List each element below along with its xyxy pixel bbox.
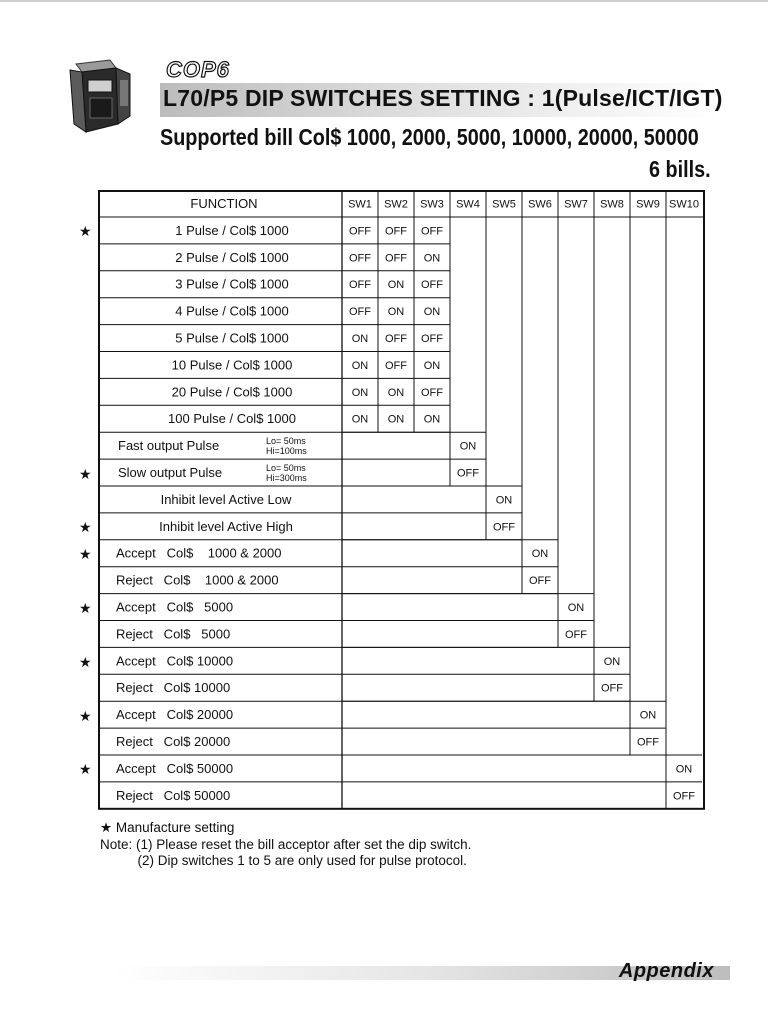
sw6-value-row-13: ON (531, 548, 549, 561)
sw-header-3: SW3 (420, 198, 444, 211)
sw1-value-row-6: ON (351, 359, 369, 372)
sw3-value-row-3: OFF (421, 279, 443, 292)
timing-lo-9: Lo= 50ms (266, 436, 306, 447)
bill-acceptor-device-icon (66, 58, 164, 136)
sw3-value-row-1: OFF (421, 225, 443, 238)
sw7-value-row-15: ON (567, 601, 585, 614)
sw-header-1: SW1 (348, 198, 372, 211)
sw2-value-row-5: OFF (385, 332, 407, 345)
sw9-value-row-19: ON (639, 709, 657, 722)
sw1-value-row-7: ON (351, 386, 369, 399)
note-line-1: Note: (1) Please reset the bill acceptor after set the dip switch. (100, 836, 472, 852)
function-label-12: Inhibit level Active High (159, 518, 293, 534)
sw2-value-row-3: ON (387, 279, 405, 292)
supported-bills-line: Supported bill Col$ 1000, 2000, 5000, 10000, 20000, 50000 (160, 124, 699, 150)
sw5-value-row-12: OFF (493, 521, 515, 534)
sw-header-2: SW2 (384, 198, 408, 211)
function-label-14: Reject Col$ 1000 & 2000 (116, 572, 279, 588)
function-label-16: Reject Col$ 5000 (116, 626, 231, 642)
manufacture-setting-star-icon: ★ (79, 653, 92, 670)
page-title: L70/P5 DIP SWITCHES SETTING : 1(Pulse/ICT/IGT) (163, 85, 723, 111)
function-label-15: Accept Col$ 5000 (116, 599, 234, 615)
appendix-label: Appendix (618, 960, 714, 982)
sw2-value-row-4: ON (387, 306, 405, 319)
function-header: FUNCTION (190, 195, 258, 211)
function-label-2: 2 Pulse / Col$ 1000 (175, 249, 289, 265)
function-label-9: Fast output Pulse (118, 438, 220, 454)
manufacture-setting-star-icon: ★ (79, 600, 92, 617)
sw1-value-row-1: OFF (349, 225, 371, 238)
sw3-value-row-8: ON (423, 413, 441, 426)
sw3-value-row-5: OFF (421, 332, 443, 345)
sw-header-6: SW6 (528, 198, 552, 211)
sw10-value-row-22: OFF (673, 790, 695, 803)
timing-lo-10: Lo= 50ms (266, 462, 306, 473)
timing-hi-10: Hi=300ms (266, 472, 307, 483)
sw-header-5: SW5 (492, 198, 516, 211)
sw-header-9: SW9 (636, 198, 660, 211)
sw4-value-row-9: ON (459, 440, 477, 453)
function-label-10: Slow output Pulse (118, 464, 223, 480)
sw1-value-row-3: OFF (349, 279, 371, 292)
sw5-value-row-11: ON (495, 494, 513, 507)
dip-switch-table (98, 190, 706, 812)
sw2-value-row-7: ON (387, 386, 405, 399)
function-label-18: Reject Col$ 10000 (116, 680, 231, 696)
function-label-3: 3 Pulse / Col$ 1000 (175, 276, 289, 292)
manufacture-setting-star-icon: ★ (79, 223, 92, 240)
function-label-22: Reject Col$ 50000 (116, 787, 231, 803)
function-label-5: 5 Pulse / Col$ 1000 (175, 330, 289, 346)
function-label-11: Inhibit level Active Low (160, 491, 292, 507)
sw3-value-row-2: ON (423, 252, 441, 265)
sw3-value-row-7: OFF (421, 386, 443, 399)
notes-section (100, 820, 471, 870)
manufacture-setting-star-icon: ★ (79, 546, 92, 563)
sw2-value-row-6: OFF (385, 359, 407, 372)
function-label-13: Accept Col$ 1000 & 2000 (116, 545, 282, 561)
sw1-value-row-4: OFF (349, 306, 371, 319)
function-label-20: Reject Col$ 20000 (116, 733, 231, 749)
brand-logo-text: COP6 (166, 57, 230, 82)
manufacture-setting-star-icon: ★ (79, 761, 92, 778)
manufacture-setting-star-icon: ★ (79, 707, 92, 724)
sw2-value-row-2: OFF (385, 252, 407, 265)
sw-header-4: SW4 (456, 198, 480, 211)
function-label-1: 1 Pulse / Col$ 1000 (175, 222, 289, 238)
sw-header-10: SW10 (669, 198, 699, 211)
sw6-value-row-14: OFF (529, 575, 551, 588)
sw2-value-row-1: OFF (385, 225, 407, 238)
function-label-7: 20 Pulse / Col$ 1000 (171, 384, 293, 400)
sw3-value-row-4: ON (423, 306, 441, 319)
function-label-8: 100 Pulse / Col$ 1000 (168, 411, 296, 427)
function-label-4: 4 Pulse / Col$ 1000 (175, 303, 289, 319)
manufacture-setting-star-icon: ★ (79, 465, 92, 482)
sw10-value-row-21: ON (675, 763, 693, 776)
manufacture-setting-note: ★ Manufacture setting (100, 820, 235, 835)
timing-hi-9: Hi=100ms (266, 446, 307, 457)
sw7-value-row-16: OFF (565, 628, 587, 641)
function-label-6: 10 Pulse / Col$ 1000 (171, 357, 293, 373)
sw4-value-row-10: OFF (457, 467, 479, 480)
manufacture-setting-star-icon: ★ (79, 519, 92, 536)
sw9-value-row-20: OFF (637, 736, 659, 749)
sw1-value-row-5: ON (351, 332, 369, 345)
sw1-value-row-2: OFF (349, 252, 371, 265)
sw1-value-row-8: ON (351, 413, 369, 426)
sw-header-8: SW8 (600, 198, 624, 211)
bills-count: 6 bills. (649, 156, 711, 182)
note-line-2: (2) Dip switches 1 to 5 are only used for pulse protocol. (100, 853, 467, 868)
function-label-19: Accept Col$ 20000 (116, 707, 234, 723)
sw-header-7: SW7 (564, 198, 588, 211)
top-border-line (0, 0, 768, 2)
sw8-value-row-17: ON (603, 655, 621, 668)
function-label-17: Accept Col$ 10000 (116, 653, 234, 669)
function-label-21: Accept Col$ 50000 (116, 760, 234, 776)
sw2-value-row-8: ON (387, 413, 405, 426)
sw8-value-row-18: OFF (601, 682, 623, 695)
sw3-value-row-6: ON (423, 359, 441, 372)
